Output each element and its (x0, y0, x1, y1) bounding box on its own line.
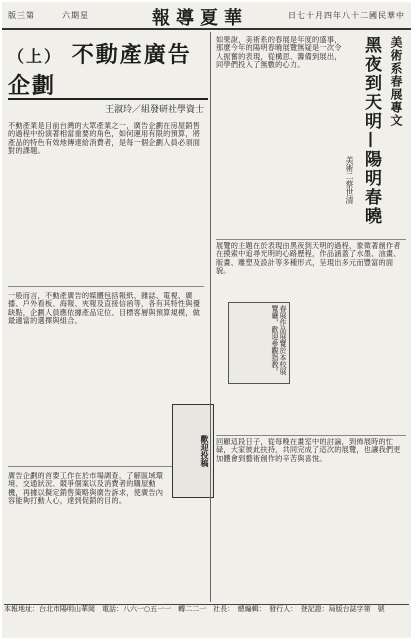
small-ad-box: 歡迎投稿 (172, 404, 214, 498)
right-article-headline: 黑夜到天明—陽明春曉 (361, 36, 381, 226)
column-divider (216, 239, 406, 240)
left-article-byline: 王淑玲／組發研社學資士 (104, 105, 204, 115)
page-center-rule (210, 32, 211, 602)
right-article-paragraph-2: 展覽的主題在於表現由黑夜到天明的過程，象徵著創作者在摸索中追尋光明的心路歷程，作品涵蓋了水墨、油畫、版畫、雕塑及設計等多種形式，呈現出多元而豐富的面貌。 (216, 242, 401, 275)
column-divider (8, 286, 204, 287)
issue-date: 日七十月四年八十二國民華中 (288, 11, 405, 20)
left-article-paragraph-2: 一般而言，不動產廣告的媒體包括報紙、雜誌、電視、廣播、戶外看板、海報、夾報及直接信函等，各有其特性與優缺點，企劃人員應依據產品定位、目標客層與預算規模，做最適當的選擇與組合。 (8, 292, 201, 325)
right-article-paragraph-1: 如果說，美術系的春展是年度的盛事，那麼今年的陽明春曉展覽無疑是一次令人振奮的表現，從構思、籌備到展出，同學們投入了無數的心力。 (216, 36, 342, 69)
left-article-title: 不動產廣告企劃 (8, 42, 192, 99)
right-article-heading (345, 36, 405, 246)
left-article-paragraph-3: 廣告企劃的首要工作在於市場調查，了解區域環境、交通狀況、競爭個案以及消費者的購屋動機，再據以擬定銷售策略與廣告訴求，使廣告內容能夠打動人心，達到促銷的目的。 (8, 472, 164, 505)
newspaper-page (2, 2, 411, 638)
right-article-author: 美術二蔡世清 (345, 156, 354, 204)
footer-imprint: 本報地址：台北市陽明山華岡 電話：八六一○五一一 轉二二一 社長： 總編輯： 發行人： 登記證：局版台誌字第 號 (4, 604, 409, 637)
left-article-paragraph-1: 不動產業是目前台灣的大眾產業之一，廣告企劃在房屋銷售的過程中扮演著相當重要的角色，如何運用有限的預算，將產品的特色有效地傳達給消費者，是每一個企劃人員必須面對的課題。 (8, 122, 201, 155)
article-part: （上） (8, 47, 63, 66)
weekday-label: 六期星 (62, 11, 89, 20)
series-title: 美術系春展專文 (389, 36, 403, 127)
column-divider (216, 435, 406, 436)
photo-caption-box: 春展作品展覽於本校展覽廳，歡迎參觀指教。 (228, 302, 290, 384)
page-label: 版三第 (8, 11, 35, 20)
left-article-title-block (8, 38, 208, 100)
masthead (2, 2, 411, 30)
paper-name: 報導夏華 (152, 8, 248, 29)
right-article-paragraph-3: 回顧這段日子，從每晚在畫室中的討論，到佈展時的忙碌，大家彼此扶持，共同完成了這次的展覽，也讓我們更加體會到藝術創作的辛苦與喜悅。 (216, 438, 401, 463)
